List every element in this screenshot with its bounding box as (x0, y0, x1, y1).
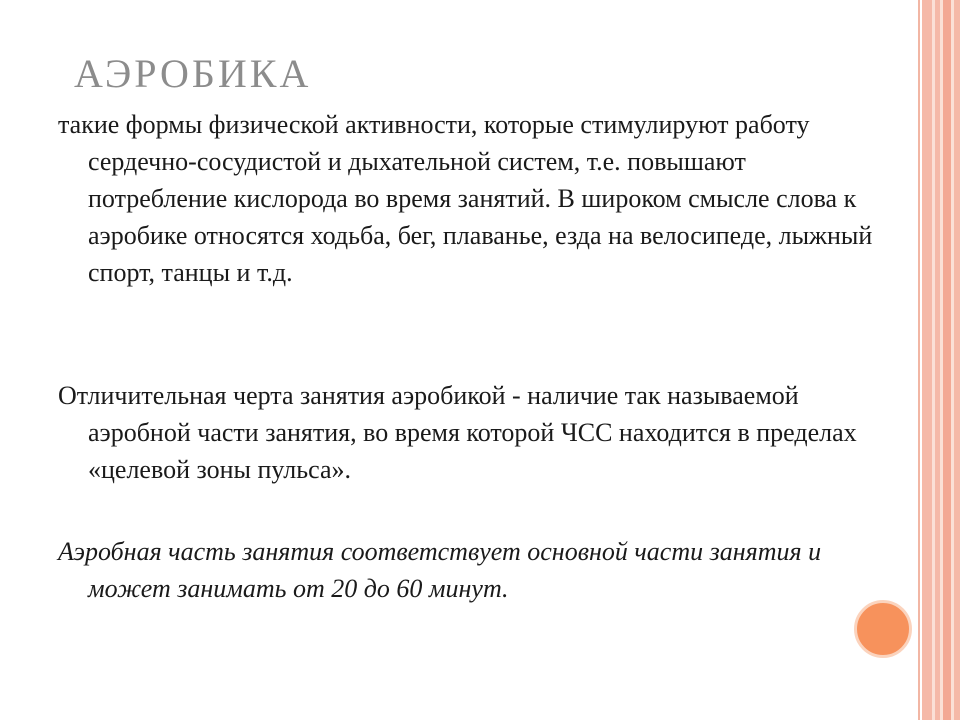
paragraph-feature: Отличительная черта занятия аэробикой - наличие так называемой аэробной части занятия, во время которой ЧСС находится в пределах «целевой зоны пульса». (58, 381, 857, 484)
decorative-stripes (920, 0, 960, 720)
slide-title: АЭРОБИКА (74, 51, 312, 96)
paragraph-duration: Аэробная часть занятия соответствует основной части занятия и может занимать от 20 до 60 минут. (58, 537, 822, 603)
decorative-circle (854, 600, 912, 658)
paragraph-definition: такие формы физической активности, которые стимулируют работу сердечно-сосудистой и дыхательной систем, т.е. повышают потребление кислорода во время занятий. В широком смысле слова к аэробике относятся ходьба, бег, плаванье, езда на велосипеде, лыжный спорт, танцы и т.д. (58, 110, 873, 287)
